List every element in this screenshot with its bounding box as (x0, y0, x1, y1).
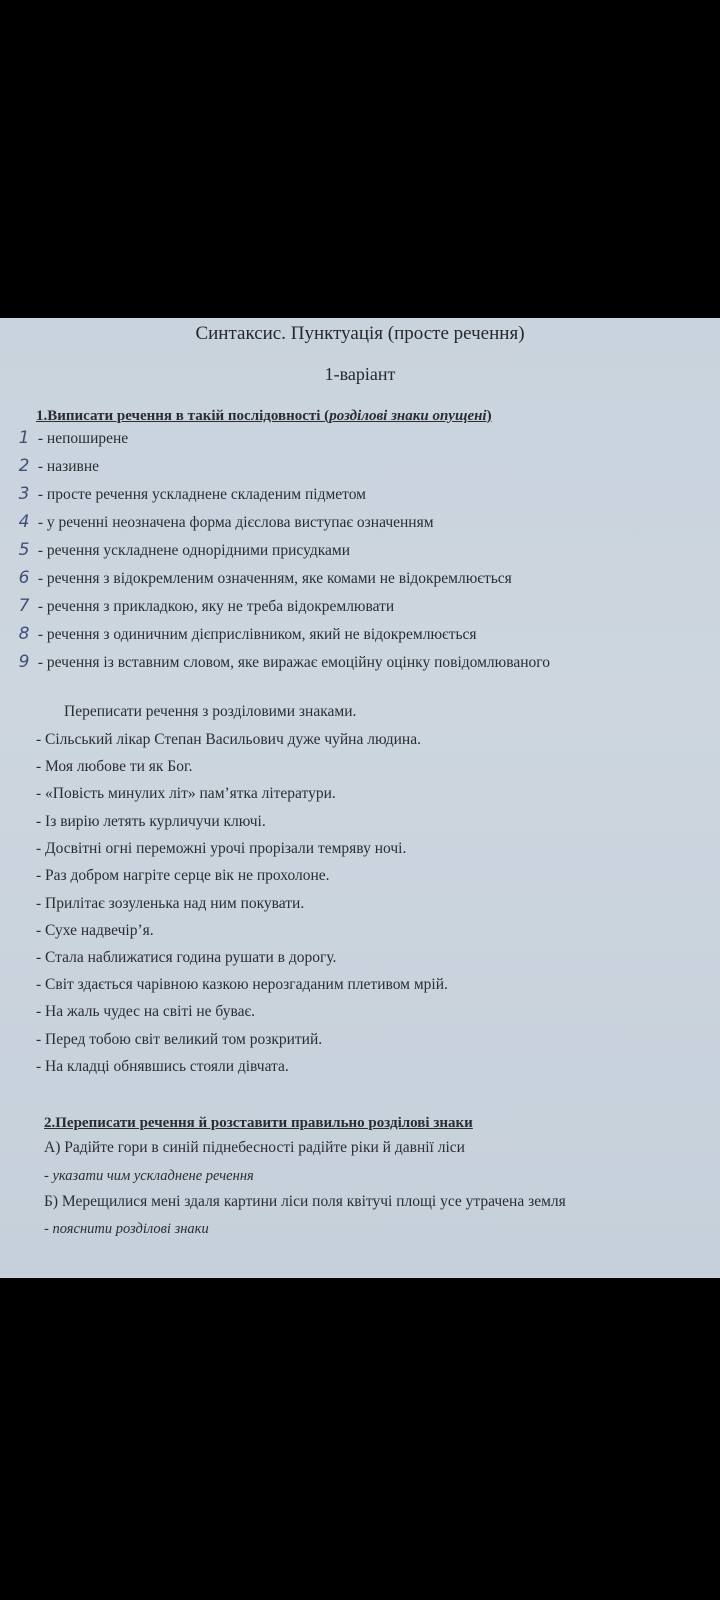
document-title: Синтаксис. Пунктуація (просте речення) (195, 323, 525, 344)
sentence-line: - Із вирію летять курличучи ключі. (36, 813, 266, 830)
handwritten-number: 2 (18, 456, 30, 476)
task1-item (14, 484, 366, 505)
task1-item-text: - речення ускладнене однорідними присудками (34, 542, 351, 559)
sentence-line: - «Повість минулих літ» пам’ятка літератури. (36, 785, 336, 802)
task1-item (14, 568, 512, 589)
task1-subheading: Переписати речення з розділовими знаками. (64, 703, 357, 720)
task1-item-text: - речення з одиничним дієприслівником, який не відокремлюється (34, 626, 477, 643)
task1-heading (36, 406, 492, 426)
task1-item (14, 512, 434, 533)
handwritten-number: 1 (18, 428, 30, 448)
sentence-line: - Світ здається чарівною казкою нерозгаданим плетивом мрій. (36, 976, 448, 993)
task1-item-text: - просте речення ускладнене складеним підметом (34, 486, 366, 503)
task1-item-text: - речення із вставним словом, яке виражає емоційну оцінку повідомлюваного (34, 654, 550, 671)
task1-item-text: - речення з відокремленим означенням, яке комами не відокремлюється (34, 570, 512, 587)
handwritten-number: 3 (18, 484, 30, 504)
variant-label: 1-варіант (324, 364, 396, 384)
sentence-line: - Прилітає зозуленька над ним покувати. (36, 895, 305, 912)
task2-note-b: - пояснити розділові знаки (44, 1221, 209, 1237)
handwritten-number: 9 (18, 652, 30, 672)
task2-sentence-b: Б) Мерещилися мені здаля картини ліси поля квітучі площі усе утрачена земля (44, 1193, 566, 1210)
task1-heading-italic: розділові знаки опущені (329, 408, 487, 424)
sentence-line: - Стала наближатися година рушати в дорогу. (36, 949, 337, 966)
task1-item (14, 652, 550, 673)
sentence-line: - На жаль чудес на світі не буває. (36, 1003, 255, 1020)
sentence-line: - На кладці обнявшись стояли дівчата. (36, 1058, 289, 1075)
task1-heading-end: ) (486, 408, 492, 424)
sentence-line: - Моя любове ти як Бог. (36, 758, 193, 775)
task2-heading: 2.Переписати речення й розставити правильно розділові знаки (44, 1115, 473, 1131)
handwritten-number: 7 (18, 596, 30, 616)
task1-item-text: - речення з прикладкою, яку не треба відокремлювати (34, 598, 395, 615)
worksheet-paper (0, 318, 720, 1278)
task1-item (14, 428, 128, 449)
handwritten-number: 8 (18, 624, 30, 644)
task1-item (14, 596, 394, 617)
task1-item (14, 456, 99, 477)
task1-heading-main: 1.Виписати речення в такій послідовності ( (36, 408, 330, 424)
task1-item-text: - називне (34, 458, 99, 475)
sentence-line: - Перед тобою світ великий том розкритий. (36, 1031, 323, 1048)
handwritten-number: 4 (18, 512, 30, 532)
sentence-line: - Раз добром нагріте серце вік не прохолоне. (36, 867, 330, 884)
task2-sentence-a: А) Радійте гори в синій піднебесності радійте ріки й давнії ліси (44, 1139, 465, 1156)
sentence-line: - Досвітні огні переможні урочі прорізали темряву ночі. (36, 840, 407, 857)
handwritten-number: 6 (18, 568, 30, 588)
sentence-line: - Сільський лікар Степан Васильович дуже чуйна людина. (36, 731, 421, 748)
task1-item (14, 540, 350, 561)
sentence-line: - Сухе надвечір’я. (36, 922, 154, 939)
handwritten-number: 5 (18, 540, 30, 560)
task1-item-text: - непоширене (34, 430, 129, 447)
task1-item (14, 624, 477, 645)
task2-note-a: - указати чим ускладнене речення (44, 1168, 254, 1184)
task1-item-text: - у реченні неозначена форма дієслова виступає означенням (34, 514, 434, 531)
